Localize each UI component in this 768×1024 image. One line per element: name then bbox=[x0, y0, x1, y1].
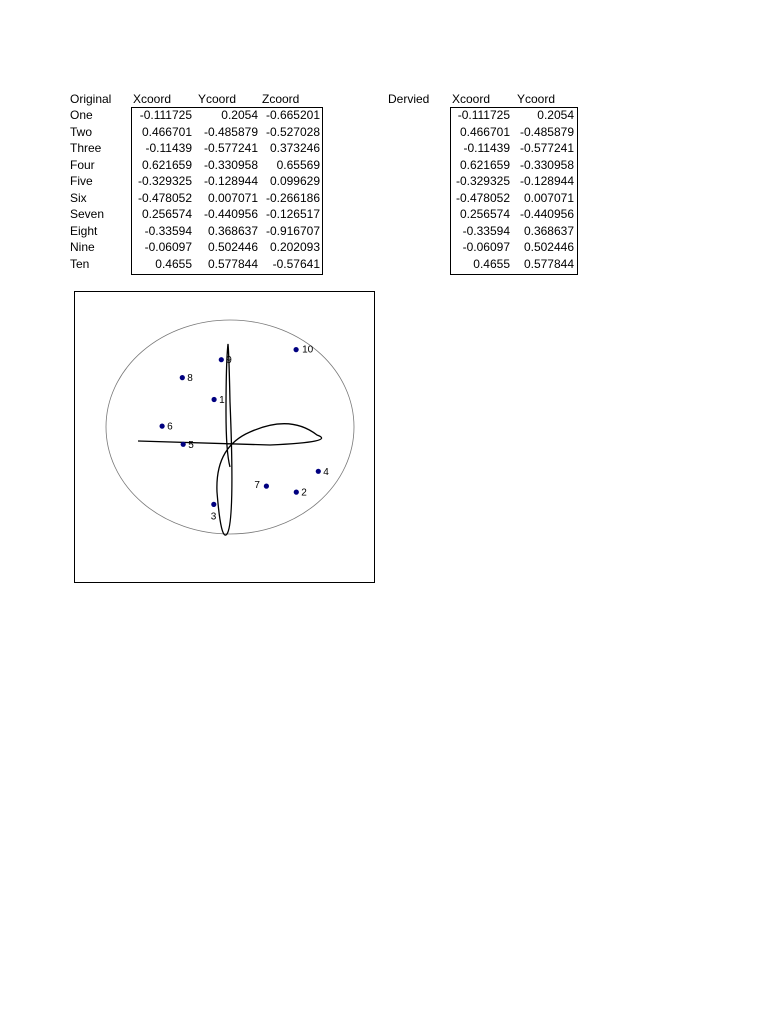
original-cell-y: 0.368637 bbox=[207, 223, 258, 238]
original-header-zcoord: Zcoord bbox=[262, 92, 300, 106]
original-cell-z: 0.202093 bbox=[269, 240, 320, 254]
data-point-1 bbox=[212, 397, 217, 402]
derived-cell-x: 0.256574 bbox=[459, 207, 510, 221]
original-header-ycoord: Ycoord bbox=[198, 92, 237, 106]
original-cell-y: -0.440956 bbox=[203, 207, 258, 221]
original-cell-x: -0.329325 bbox=[137, 174, 192, 188]
derived-cell-y: -0.485879 bbox=[519, 124, 574, 139]
points-layer bbox=[160, 345, 330, 523]
original-row-label: Ten bbox=[70, 256, 90, 271]
derived-header-ycoord: Ycoord bbox=[517, 92, 556, 106]
derived-cell-y: 0.007071 bbox=[523, 190, 574, 205]
original-cell-y: -0.577241 bbox=[203, 141, 258, 155]
data-point-6 bbox=[160, 424, 165, 429]
original-cell-x: -0.478052 bbox=[137, 190, 192, 205]
derived-header-xcoord: Xcoord bbox=[452, 92, 491, 106]
original-cell-x: -0.06097 bbox=[144, 240, 192, 254]
original-cell-z: 0.65569 bbox=[276, 157, 320, 172]
point-label-10: 10 bbox=[302, 344, 314, 356]
original-cell-x: -0.33594 bbox=[144, 223, 192, 238]
projection-curve bbox=[138, 344, 322, 535]
original-cell-x: 0.256574 bbox=[141, 207, 192, 221]
projection-chart-svg bbox=[75, 292, 374, 582]
original-row-label: Four bbox=[70, 157, 95, 172]
original-row-label: Eight bbox=[70, 223, 98, 238]
data-point-2 bbox=[294, 490, 299, 495]
original-row-label: Six bbox=[70, 190, 87, 205]
original-cell-x: 0.466701 bbox=[141, 124, 192, 139]
derived-header-label: Dervied bbox=[388, 92, 430, 106]
derived-cell-x: 0.466701 bbox=[459, 124, 510, 139]
original-cell-z: -0.527028 bbox=[265, 124, 320, 139]
point-label-3: 3 bbox=[210, 511, 217, 523]
derived-cell-y: 0.2054 bbox=[537, 108, 574, 122]
point-label-1: 1 bbox=[219, 395, 225, 406]
derived-cell-x: -0.111725 bbox=[457, 108, 510, 122]
point-label-8: 8 bbox=[187, 373, 193, 385]
original-cell-z: 0.373246 bbox=[269, 141, 320, 155]
derived-cell-y: -0.577241 bbox=[519, 141, 574, 155]
original-cell-z: 0.099629 bbox=[269, 174, 320, 188]
point-label-9: 9 bbox=[226, 355, 232, 367]
original-table bbox=[70, 92, 330, 277]
original-cell-y: 0.2054 bbox=[221, 108, 258, 122]
point-label-5: 5 bbox=[188, 439, 194, 451]
derived-cell-x: 0.621659 bbox=[459, 157, 510, 172]
original-cell-z: -0.916707 bbox=[265, 223, 320, 238]
point-label-4: 4 bbox=[323, 466, 329, 478]
original-cell-z: -0.665201 bbox=[265, 108, 320, 122]
original-cell-y: -0.128944 bbox=[203, 174, 258, 188]
derived-cell-x: -0.478052 bbox=[455, 190, 510, 205]
original-cell-z: -0.126517 bbox=[265, 207, 320, 221]
derived-cell-y: -0.440956 bbox=[519, 207, 574, 221]
original-cell-x: 0.621659 bbox=[141, 157, 192, 172]
data-point-7 bbox=[264, 484, 269, 489]
data-point-3 bbox=[211, 502, 216, 507]
data-point-4 bbox=[316, 469, 321, 474]
original-cell-y: -0.485879 bbox=[203, 124, 258, 139]
point-label-6: 6 bbox=[167, 421, 173, 433]
derived-cell-x: -0.06097 bbox=[462, 240, 510, 254]
point-label-7: 7 bbox=[254, 480, 260, 492]
data-point-10 bbox=[294, 347, 299, 352]
original-cell-y: 0.007071 bbox=[207, 190, 258, 205]
original-cell-x: -0.111725 bbox=[139, 108, 192, 122]
derived-cell-y: -0.330958 bbox=[519, 157, 574, 172]
original-cell-z: -0.57641 bbox=[272, 256, 320, 271]
data-point-8 bbox=[180, 375, 185, 380]
original-row-label: One bbox=[70, 108, 93, 122]
derived-cell-y: 0.577844 bbox=[523, 256, 574, 271]
original-row-label: Seven bbox=[70, 207, 105, 221]
point-label-2: 2 bbox=[301, 487, 307, 499]
projection-chart bbox=[74, 291, 375, 583]
derived-cell-x: -0.11439 bbox=[463, 141, 510, 155]
original-header-xcoord: Xcoord bbox=[133, 92, 172, 106]
original-row-label: Three bbox=[70, 141, 102, 155]
original-cell-y: 0.577844 bbox=[207, 256, 258, 271]
original-row-label: Five bbox=[70, 174, 93, 188]
data-point-5 bbox=[181, 442, 186, 447]
original-header-label: Original bbox=[70, 92, 112, 106]
derived-table bbox=[388, 92, 588, 277]
original-row-label: Two bbox=[70, 124, 93, 139]
original-cell-z: -0.266186 bbox=[265, 190, 320, 205]
unit-circle bbox=[106, 320, 354, 534]
original-cell-x: -0.11439 bbox=[145, 141, 192, 155]
derived-cell-y: -0.128944 bbox=[519, 174, 574, 188]
derived-cell-y: 0.368637 bbox=[523, 223, 574, 238]
data-point-9 bbox=[219, 357, 224, 362]
original-row-label: Nine bbox=[70, 240, 95, 254]
derived-cell-x: -0.329325 bbox=[455, 174, 510, 188]
derived-cell-x: -0.33594 bbox=[462, 223, 510, 238]
original-cell-x: 0.4655 bbox=[155, 256, 192, 271]
derived-cell-y: 0.502446 bbox=[523, 240, 574, 254]
original-cell-y: 0.502446 bbox=[207, 240, 258, 254]
original-cell-y: -0.330958 bbox=[203, 157, 258, 172]
derived-cell-x: 0.4655 bbox=[473, 256, 510, 271]
